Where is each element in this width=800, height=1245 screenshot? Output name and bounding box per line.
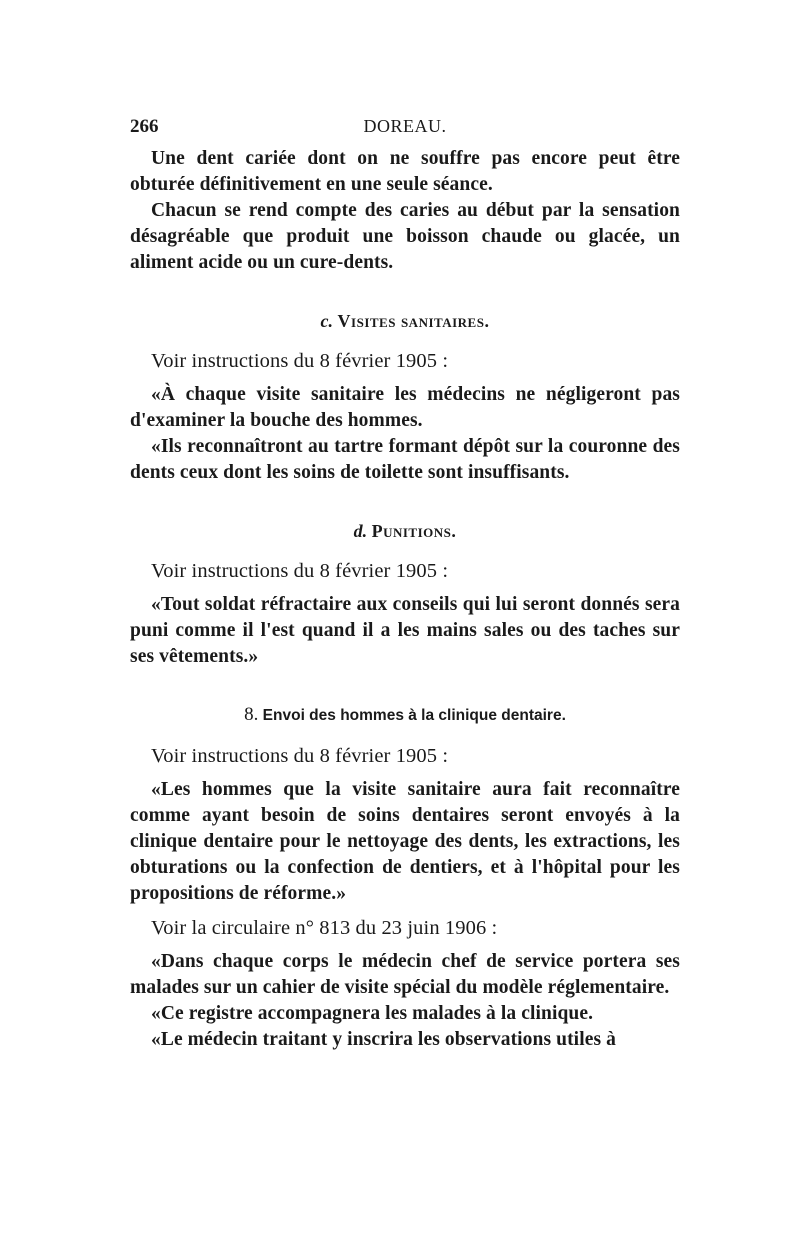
reference-line: Voir instructions du 8 février 1905 : <box>151 350 449 372</box>
quote-paragraph: «Ce registre accompagnera les malades à la clinique. <box>151 1003 594 1024</box>
running-header <box>130 112 680 146</box>
page-number: 266 <box>130 116 159 137</box>
subsection-number: 8. <box>244 704 259 725</box>
section-title: Punitions. <box>371 521 457 541</box>
quote-paragraph: «À chaque visite sanitaire les médecins ne négligeront pas d'examiner la bouche des hommes. <box>130 384 680 431</box>
section-title: Visites sanitaires. <box>337 311 490 331</box>
quote-paragraph: «Le médecin traitant y inscrira les observations utiles à <box>151 1029 616 1050</box>
section-letter: d. <box>353 521 368 541</box>
section-heading-d <box>130 518 680 544</box>
paragraph: Une dent cariée dont on ne souffre pas encore peut être obturée définitivement en une seule séance. <box>130 148 680 195</box>
reference-line: Voir instructions du 8 février 1905 : <box>151 560 449 582</box>
quote-paragraph: «Ils reconnaîtront au tartre formant dépôt sur la couronne des dents ceux dont les soins de toilette sont insuffisants. <box>130 436 680 483</box>
page-content <box>130 112 680 1053</box>
reference-line: Voir la circulaire n° 813 du 23 juin 1906 : <box>151 917 498 939</box>
running-title: DOREAU. <box>363 116 447 136</box>
quote-paragraph: «Les hommes que la visite sanitaire aura fait reconnaître comme ayant besoin de soins dentaires seront envoyés à la clinique dentaire pour le nettoyage des dents, les extractions, les obturations ou la confection de dentiers, et à l'hôpital pour les propositions de réforme.» <box>130 779 680 904</box>
section-letter: c. <box>320 311 334 331</box>
reference-line: Voir instructions du 8 février 1905 : <box>151 745 449 767</box>
quote-paragraph: «Tout soldat réfractaire aux conseils qui lui seront donnés sera puni comme il l'est quand il a les mains sales ou des taches sur ses vêtements.» <box>130 594 680 667</box>
subsection-heading-8 <box>130 702 680 729</box>
paragraph: Chacun se rend compte des caries au début par la sensation désagréable que produit une boisson chaude ou glacée, un aliment acide ou un cure-dents. <box>130 200 680 273</box>
subsection-title: Envoi des hommes à la clinique dentaire. <box>262 707 566 724</box>
quote-paragraph: «Dans chaque corps le médecin chef de service portera ses malades sur un cahier de visite spécial du modèle réglementaire. <box>130 951 680 998</box>
section-heading-c <box>130 308 680 334</box>
